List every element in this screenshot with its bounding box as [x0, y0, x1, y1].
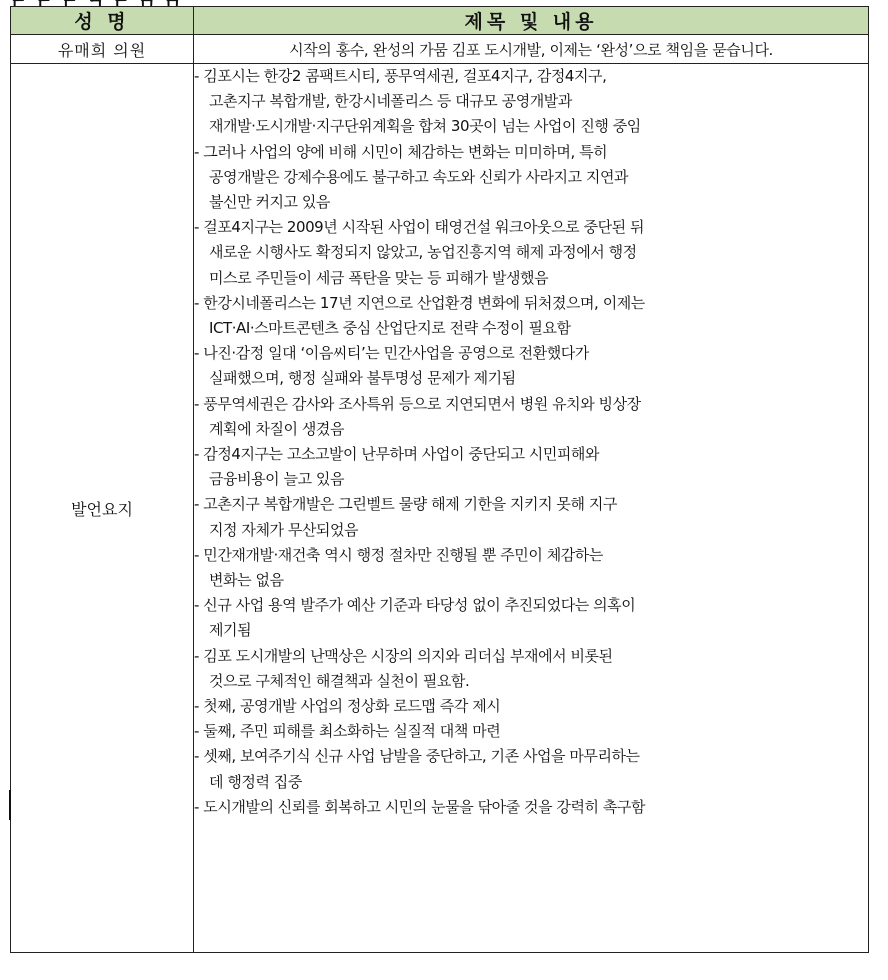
summary-line: 고촌지구 복합개발, 한강시네폴리스 등 대규모 공영개발과 [209, 92, 572, 111]
speaker-row [11, 35, 869, 64]
summary-line: 실패했으며, 행정 실패와 불투명성 문제가 제기됨 [209, 369, 516, 388]
header-name-cell: 성 명 [11, 7, 194, 35]
summary-line: 금융비용이 늘고 있음 [209, 470, 344, 489]
summary-line: - 한강시네폴리스는 17년 지연으로 산업환경 변화에 뒤처졌으며, 이제는 [194, 293, 645, 312]
summary-line: - 김포시는 한강2 콤팩트시티, 풍무역세권, 걸포4지구, 감정4지구, [194, 67, 607, 85]
summary-line: - 고촌지구 복합개발은 그린벨트 물량 해제 기한을 지키지 못해 지구 [194, 495, 617, 514]
header-content-cell: 제목 및 내용 [194, 7, 869, 35]
summary-line: 데 행정력 집중 [209, 772, 302, 791]
summary-line: - 셋째, 보여주기식 신규 사업 남발을 중단하고, 기존 사업을 마무리하는 [194, 747, 640, 766]
summary-lines [194, 64, 868, 820]
summary-line: 공영개발은 강제수용에도 불구하고 속도와 신뢰가 사라지고 지연과 [209, 167, 629, 186]
summary-line: - 김포 도시개발의 난맥상은 시장의 의지와 리더십 부재에서 비롯된 [194, 646, 613, 665]
summary-line: 지정 자체가 무산되었음 [209, 520, 359, 539]
summary-content [194, 64, 869, 953]
speech-title: 시작의 홍수, 완성의 가뭄 김포 도시개발, 이제는 ‘완성’으로 책임을 묻습니다. [194, 35, 869, 64]
summary-line: - 나진·감정 일대 ‘이음씨티’는 민간사업을 공영으로 전환했다가 [194, 344, 589, 363]
summary-line: - 첫째, 공영개발 사업의 정상화 로드맵 즉각 제시 [194, 697, 501, 716]
summary-line: 제기됨 [209, 621, 252, 640]
summary-line: 변화는 없음 [209, 571, 284, 590]
summary-line: - 민간재개발·재건축 역시 행정 절차만 진행될 뿐 주민이 체감하는 [194, 545, 603, 564]
summary-line: 것으로 구체적인 해결책과 실천이 필요함. [209, 671, 470, 690]
summary-line: 재개발·도시개발·지구단위계획을 합쳐 30곳이 넘는 사업이 진행 중임 [209, 117, 641, 136]
summary-line: - 도시개발의 신뢰를 회복하고 시민의 눈물을 닦아줄 것을 강력히 촉구함 [194, 797, 645, 816]
summary-line: 계획에 차질이 생겼음 [209, 419, 344, 438]
speaker-name: 유매희 의원 [11, 35, 194, 64]
summary-line: - 신규 사업 용역 발주가 예산 기준과 타당성 없이 추진되었다는 의혹이 [194, 596, 636, 615]
summary-line: - 그러나 사업의 양에 비해 시민이 체감하는 변화는 미미하며, 특히 [194, 142, 608, 161]
summary-line: 미스로 주민들이 세금 폭탄을 맞는 등 피해가 발생했음 [209, 268, 549, 287]
speech-summary-table [10, 6, 869, 953]
summary-row [11, 64, 869, 953]
summary-line: - 풍무역세권은 감사와 조사특위 등으로 지연되면서 병원 유치와 빙상장 [194, 394, 641, 413]
summary-line: ICT·AI·스마트콘텐츠 중심 산업단지로 전략 수정이 필요함 [209, 319, 571, 338]
summary-line: 새로운 시행사도 확정되지 않았고, 농업진흥지역 해제 과정에서 행정 [209, 243, 637, 262]
table-header-row [11, 7, 869, 35]
margin-mark [9, 790, 11, 820]
summary-line: 불신만 커지고 있음 [209, 193, 330, 212]
summary-line: - 둘째, 주민 피해를 최소화하는 실질적 대책 마련 [194, 722, 501, 741]
summary-label: 발언요지 [11, 64, 194, 953]
summary-line: - 감정4지구는 고소고발이 난무하며 사업이 중단되고 시민피해와 [194, 445, 600, 464]
summary-line: - 걸포4지구는 2009년 시작된 사업이 태영건설 워크아웃으로 중단된 뒤 [194, 218, 645, 237]
